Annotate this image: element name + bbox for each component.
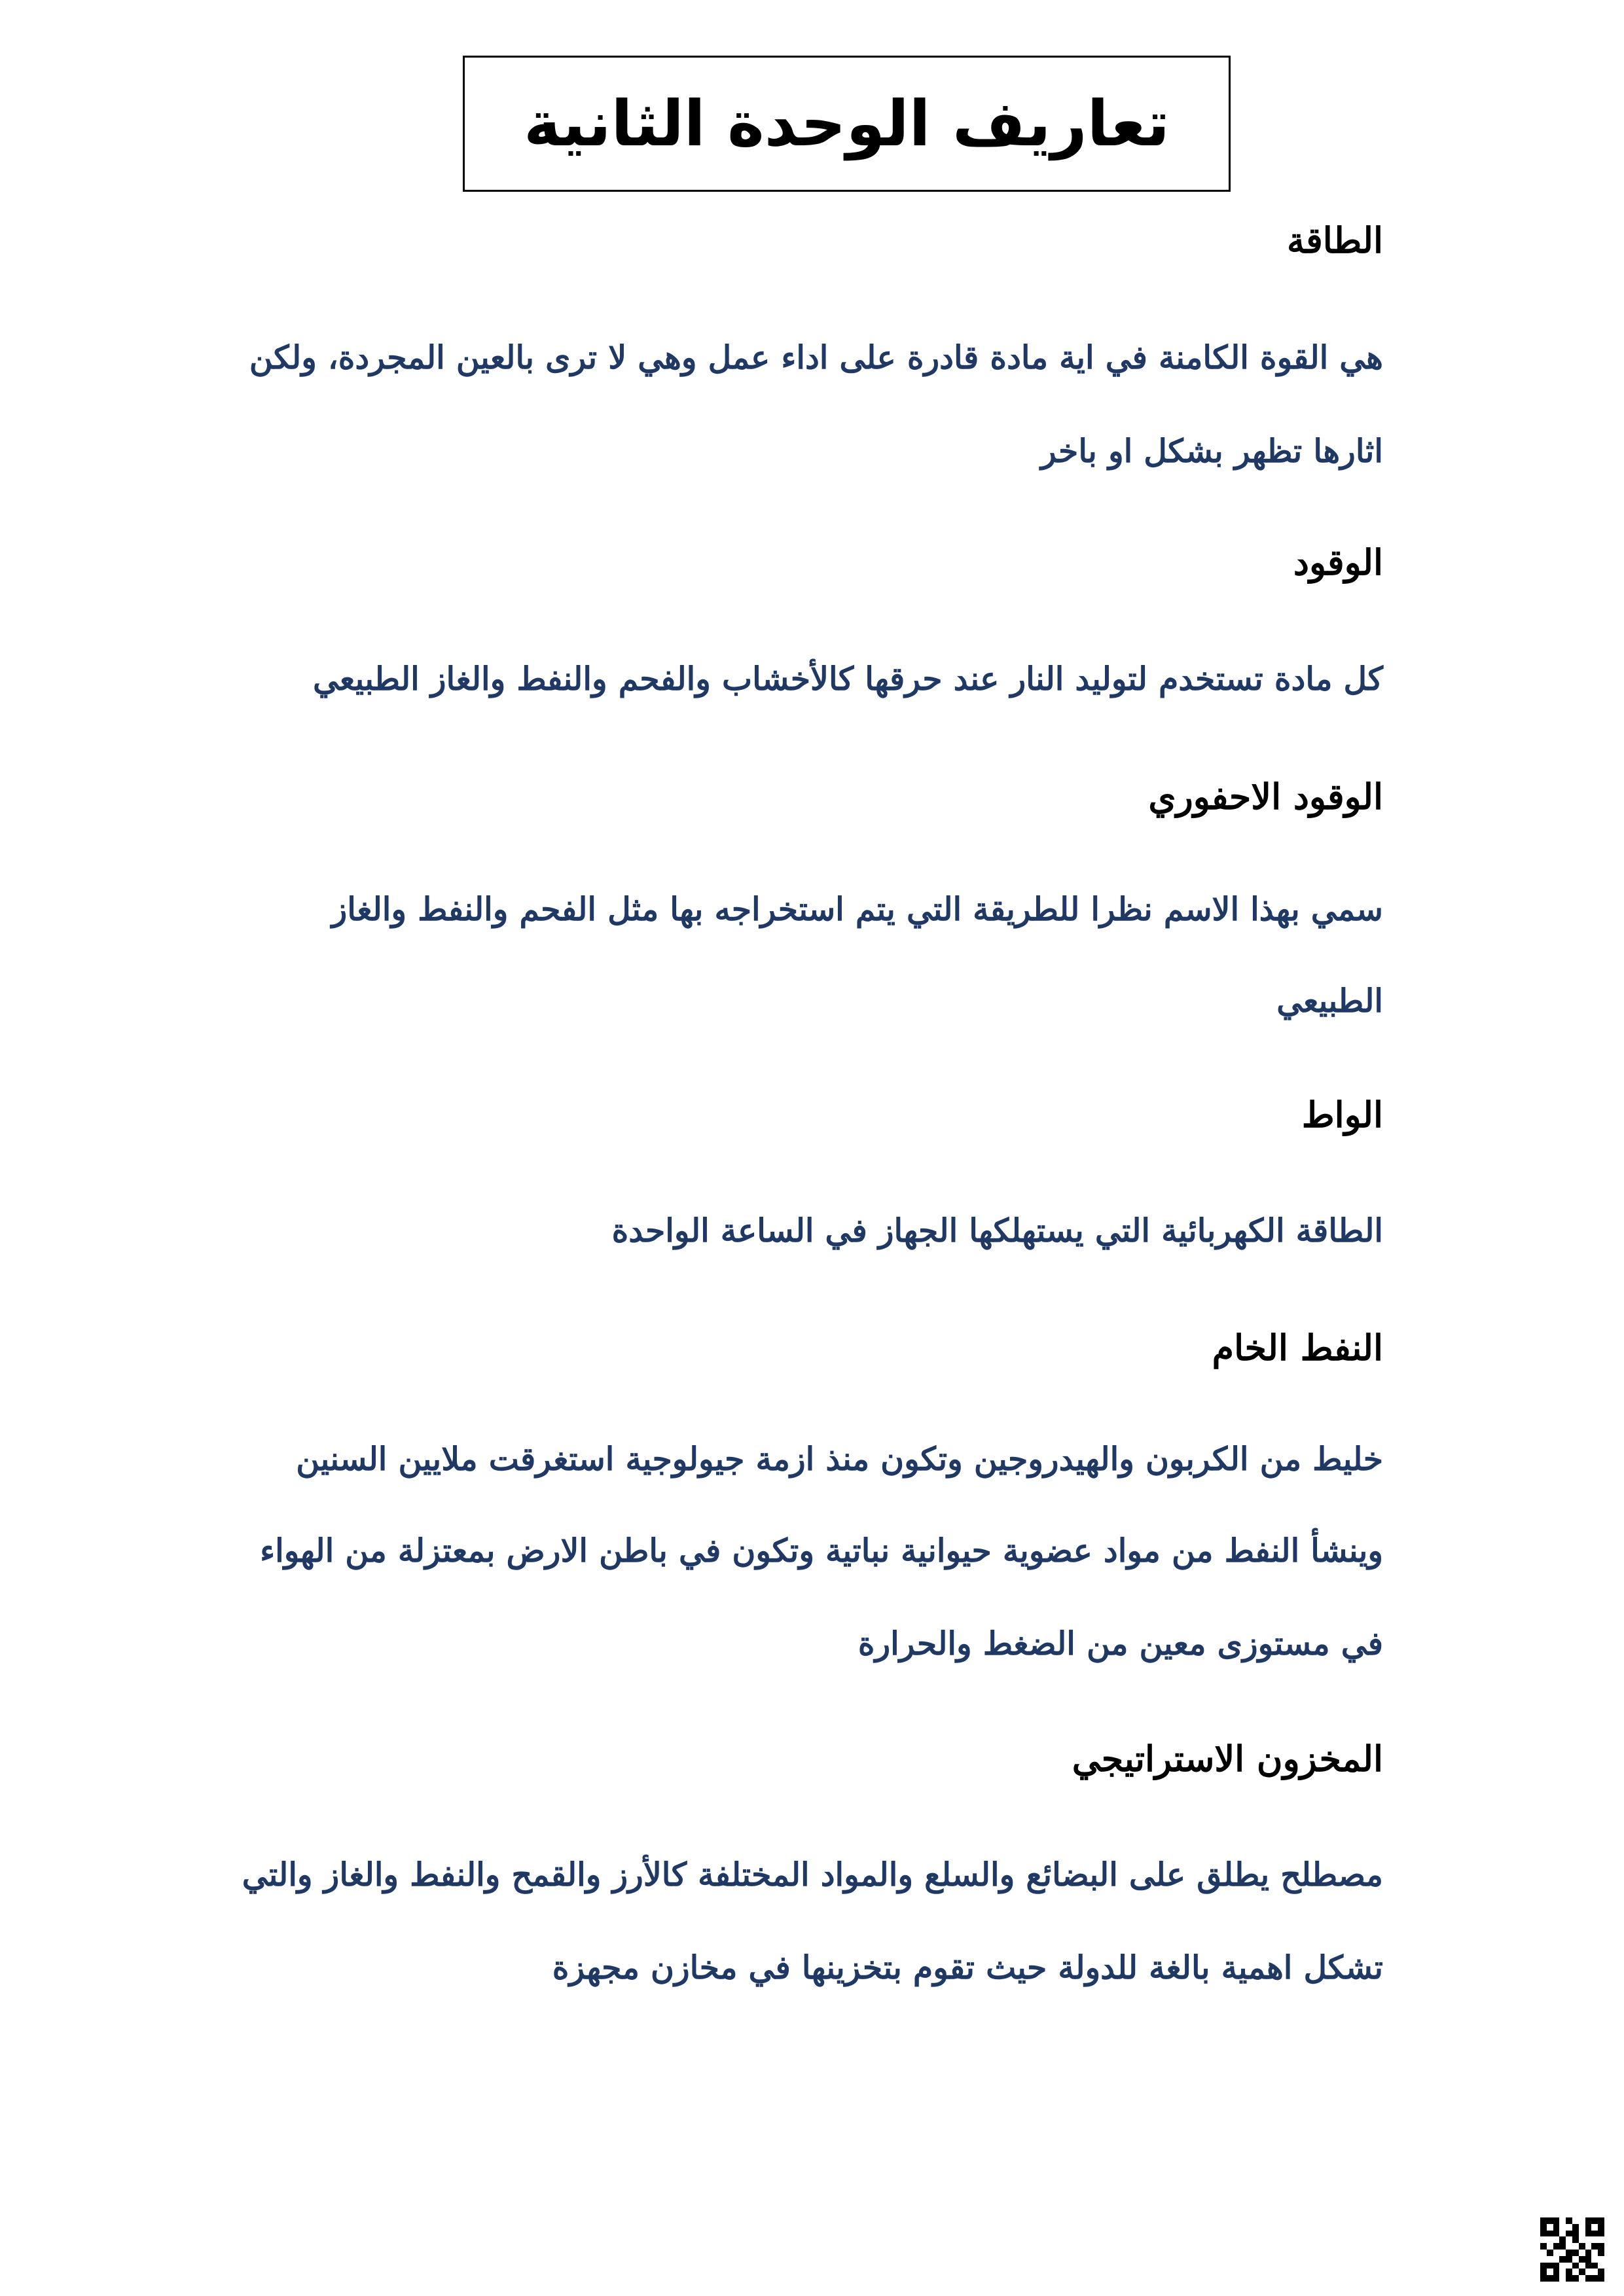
definition-line: تشكل اهمية بالغة للدولة حيث تقوم بتخزينها في مخازن مجهزة: [552, 1948, 1383, 1986]
term-heading: الواط: [1301, 1094, 1383, 1136]
definition-line: سمي بهذا الاسم نظرا للطريقة التي يتم استخراجه بها مثل الفحم والنفط والغاز: [331, 890, 1383, 928]
definition-line: اثارها تظهر بشكل او باخر: [1041, 432, 1383, 470]
definition-line: خليط من الكربون والهيدروجين وتكون منذ ازمة جيولوجية استغرقت ملايين السنين: [296, 1440, 1383, 1478]
term-heading: المخزون الاستراتيجي: [1072, 1738, 1383, 1780]
title-box: [463, 56, 1231, 192]
page-title: تعاريف الوحدة الثانية: [524, 87, 1170, 160]
definition-line: هي القوة الكامنة في اية مادة قادرة على اداء عمل وهي لا ترى بالعين المجردة، ولكن: [249, 338, 1383, 376]
term-heading: الوقود: [1293, 541, 1383, 583]
definition-line: الطاقة الكهربائية التي يستهلكها الجهاز في الساعة الواحدة: [611, 1211, 1383, 1249]
term-heading: النفط الخام: [1212, 1327, 1383, 1369]
term-heading: الوقود الاحفوري: [1148, 776, 1383, 817]
definition-line: الطبيعي: [1276, 982, 1383, 1020]
definition-line: في مستوزى معين من الضغط والحرارة: [857, 1624, 1383, 1662]
definition-line: وينشأ النفط من مواد عضوية حيوانية نباتية وتكون في باطن الارض بمعتزلة من الهواء: [260, 1532, 1383, 1570]
definition-line: مصطلح يطلق على البضائع والسلع والمواد المختلفة كالأرز والقمح والنفط والغاز والتي: [242, 1856, 1383, 1893]
qr-code-icon: [1540, 2217, 1604, 2282]
definition-line: كل مادة تستخدم لتوليد النار عند حرقها كالأخشاب والفحم والنفط والغاز الطبيعي: [313, 660, 1383, 698]
term-heading: الطاقة: [1287, 219, 1383, 261]
